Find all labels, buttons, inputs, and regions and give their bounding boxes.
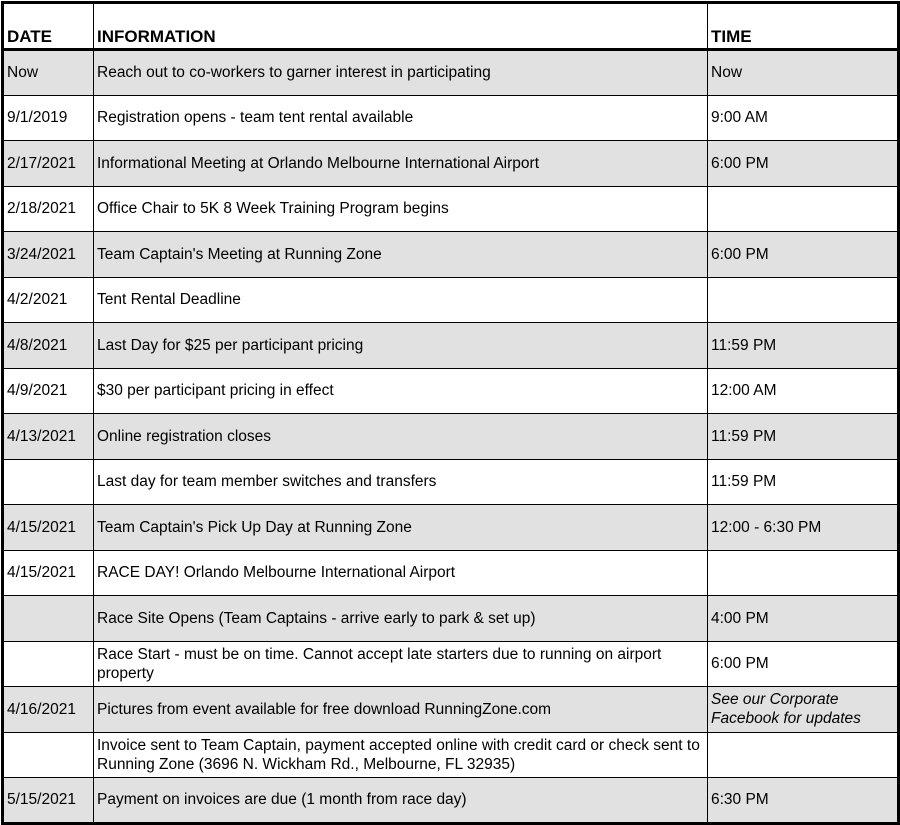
date-cell: 5/15/2021 [3, 778, 94, 824]
information-cell: Team Captain's Meeting at Running Zone [94, 232, 708, 278]
time-cell [708, 277, 899, 323]
table-row [3, 414, 899, 460]
information-cell: $30 per participant pricing in effect [94, 368, 708, 414]
table-row [3, 186, 899, 232]
date-cell: 3/24/2021 [3, 232, 94, 278]
information-cell: Last Day for $25 per participant pricing [94, 323, 708, 369]
time-cell: 6:00 PM [708, 141, 899, 187]
date-cell: Now [3, 50, 94, 96]
information-cell: RACE DAY! Orlando Melbourne International Airport [94, 550, 708, 596]
date-cell: 4/15/2021 [3, 505, 94, 551]
table-row [3, 778, 899, 824]
information-cell: Team Captain's Pick Up Day at Running Zone [94, 505, 708, 551]
time-cell: 6:00 PM [708, 641, 899, 687]
information-cell: Pictures from event available for free download RunningZone.com [94, 687, 708, 733]
time-cell: 4:00 PM [708, 596, 899, 642]
date-cell: 4/9/2021 [3, 368, 94, 414]
time-cell: 6:30 PM [708, 778, 899, 824]
table-row [3, 687, 899, 733]
information-cell: Race Start - must be on time. Cannot accept late starters due to running on airport property [94, 641, 708, 687]
date-cell: 9/1/2019 [3, 95, 94, 141]
table-row [3, 641, 899, 687]
information-cell: Last day for team member switches and transfers [94, 459, 708, 505]
information-cell: Race Site Opens (Team Captains - arrive early to park & set up) [94, 596, 708, 642]
header-row [3, 3, 899, 50]
date-cell: 4/15/2021 [3, 550, 94, 596]
table-row [3, 323, 899, 369]
time-cell: 6:00 PM [708, 232, 899, 278]
table-row [3, 368, 899, 414]
schedule-table [1, 1, 900, 825]
date-cell: 4/8/2021 [3, 323, 94, 369]
date-cell: 4/16/2021 [3, 687, 94, 733]
time-cell: 9:00 AM [708, 95, 899, 141]
table-row [3, 550, 899, 596]
table-row [3, 50, 899, 96]
date-cell: 2/17/2021 [3, 141, 94, 187]
date-cell [3, 459, 94, 505]
table-row [3, 732, 899, 778]
information-cell: Informational Meeting at Orlando Melbourne International Airport [94, 141, 708, 187]
date-cell [3, 732, 94, 778]
date-cell [3, 596, 94, 642]
table-row [3, 141, 899, 187]
time-cell: 11:59 PM [708, 323, 899, 369]
time-cell [708, 732, 899, 778]
time-cell: 11:59 PM [708, 459, 899, 505]
time-cell: 12:00 - 6:30 PM [708, 505, 899, 551]
date-cell: 4/2/2021 [3, 277, 94, 323]
column-header-information: INFORMATION [94, 3, 708, 50]
time-cell: Now [708, 50, 899, 96]
table-row [3, 95, 899, 141]
table-row [3, 596, 899, 642]
information-cell: Payment on invoices are due (1 month from race day) [94, 778, 708, 824]
time-cell [708, 550, 899, 596]
column-header-date: DATE [3, 3, 94, 50]
time-cell: See our Corporate Facebook for updates [708, 687, 899, 733]
schedule-body [3, 50, 899, 824]
information-cell: Reach out to co-workers to garner interest in participating [94, 50, 708, 96]
information-cell: Tent Rental Deadline [94, 277, 708, 323]
date-cell [3, 641, 94, 687]
date-cell: 2/18/2021 [3, 186, 94, 232]
information-cell: Office Chair to 5K 8 Week Training Program begins [94, 186, 708, 232]
time-cell: 12:00 AM [708, 368, 899, 414]
column-header-time: TIME [708, 3, 899, 50]
table-row [3, 505, 899, 551]
information-cell: Online registration closes [94, 414, 708, 460]
information-cell: Registration opens - team tent rental available [94, 95, 708, 141]
date-cell: 4/13/2021 [3, 414, 94, 460]
table-row [3, 459, 899, 505]
time-cell: 11:59 PM [708, 414, 899, 460]
table-row [3, 277, 899, 323]
time-cell [708, 186, 899, 232]
information-cell: Invoice sent to Team Captain, payment accepted online with credit card or check sent to Running Zone (3696 N. Wickham Rd., Melbourne, FL 32935) [94, 732, 708, 778]
table-row [3, 232, 899, 278]
